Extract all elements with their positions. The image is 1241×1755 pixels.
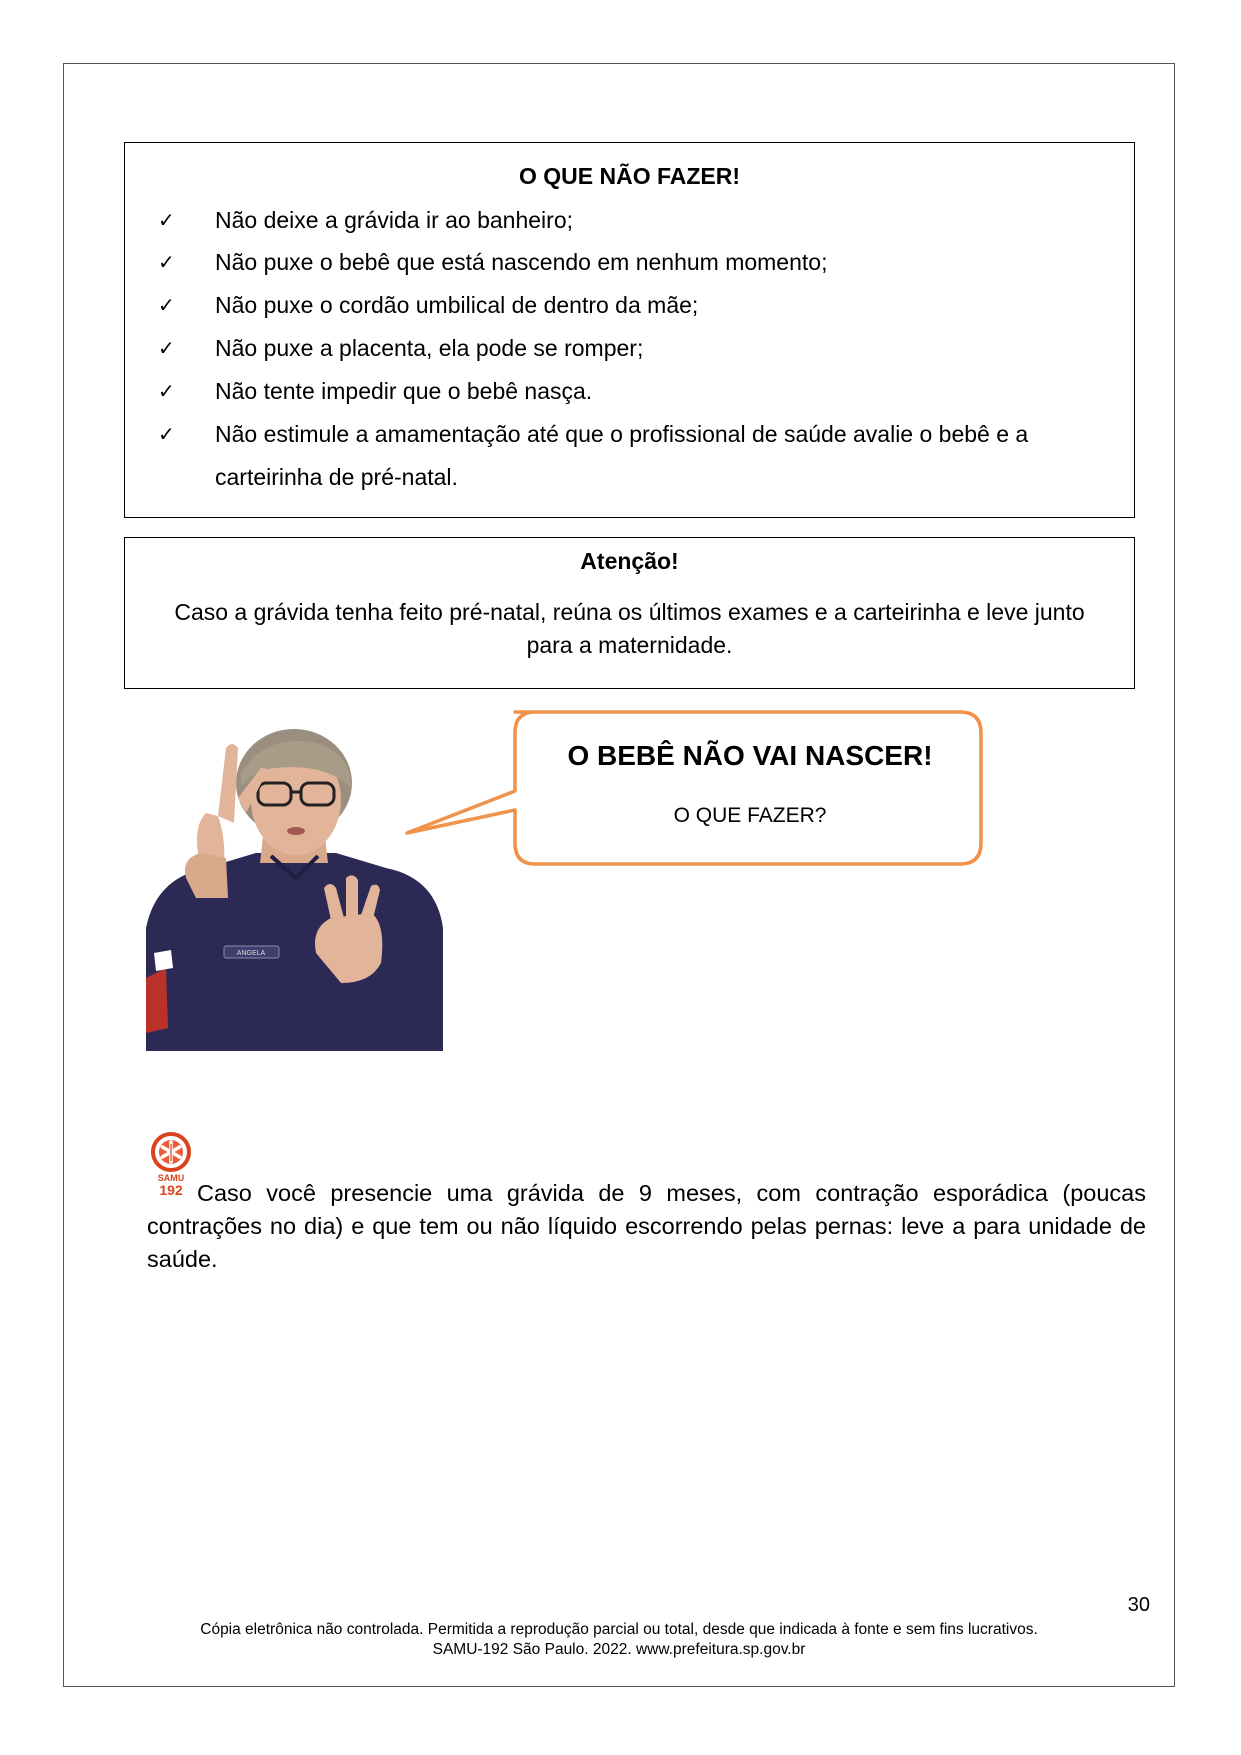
list-item-text: Não puxe o cordão umbilical de dentro da mãe; bbox=[215, 292, 699, 318]
name-badge-text: ANGELA bbox=[236, 950, 266, 957]
samu-logo-number: 192 bbox=[159, 1182, 183, 1198]
dont-do-box bbox=[124, 142, 1135, 518]
attention-title: Atenção! bbox=[580, 548, 679, 574]
instruction-paragraph: Caso você presencie uma grávida de 9 meses, com contração esporádica (poucas contrações no dia) e que tem ou não líquido escorrendo pelas pernas: leve a para unidade de saúde. bbox=[147, 1180, 1146, 1272]
speech-bubble bbox=[395, 708, 985, 868]
footer-line-2: SAMU-192 São Paulo. 2022. www.prefeitura.sp.gov.br bbox=[432, 1641, 806, 1658]
checkmark-icon: ✓ bbox=[158, 336, 175, 360]
list-item-text: Não estimule a amamentação até que o profissional de saúde avalie o bebê e a carteirinha de pré-natal. bbox=[215, 421, 1029, 490]
bubble-subtitle: O QUE FAZER? bbox=[673, 804, 827, 827]
checkmark-icon: ✓ bbox=[158, 293, 175, 317]
attention-box bbox=[124, 537, 1135, 689]
page-number: 30 bbox=[1127, 1594, 1150, 1616]
list-item-text: Não puxe o bebê que está nascendo em nenhum momento; bbox=[215, 249, 828, 275]
checkmark-icon: ✓ bbox=[158, 379, 175, 403]
bubble-title: O BEBÊ NÃO VAI NASCER! bbox=[567, 740, 933, 771]
checkmark-icon: ✓ bbox=[158, 422, 175, 446]
list-item-text: Não tente impedir que o bebê nasça. bbox=[215, 378, 593, 404]
footer-line-1: Cópia eletrônica não controlada. Permitida a reprodução parcial ou total, desde que indicada à fonte e sem fins lucrativos. bbox=[200, 1621, 1038, 1638]
attention-text: Caso a grávida tenha feito pré-natal, reúna os últimos exames e a carteirinha e leve junto para a maternidade. bbox=[174, 599, 1085, 658]
samu-logo-name: SAMU bbox=[157, 1173, 185, 1183]
list-item-text: Não puxe a placenta, ela pode se romper; bbox=[215, 335, 644, 361]
dont-do-title: O QUE NÃO FAZER! bbox=[518, 163, 741, 189]
checkmark-icon: ✓ bbox=[158, 208, 175, 232]
checkmark-icon: ✓ bbox=[158, 250, 175, 274]
list-item-text: Não deixe a grávida ir ao banheiro; bbox=[215, 207, 574, 233]
